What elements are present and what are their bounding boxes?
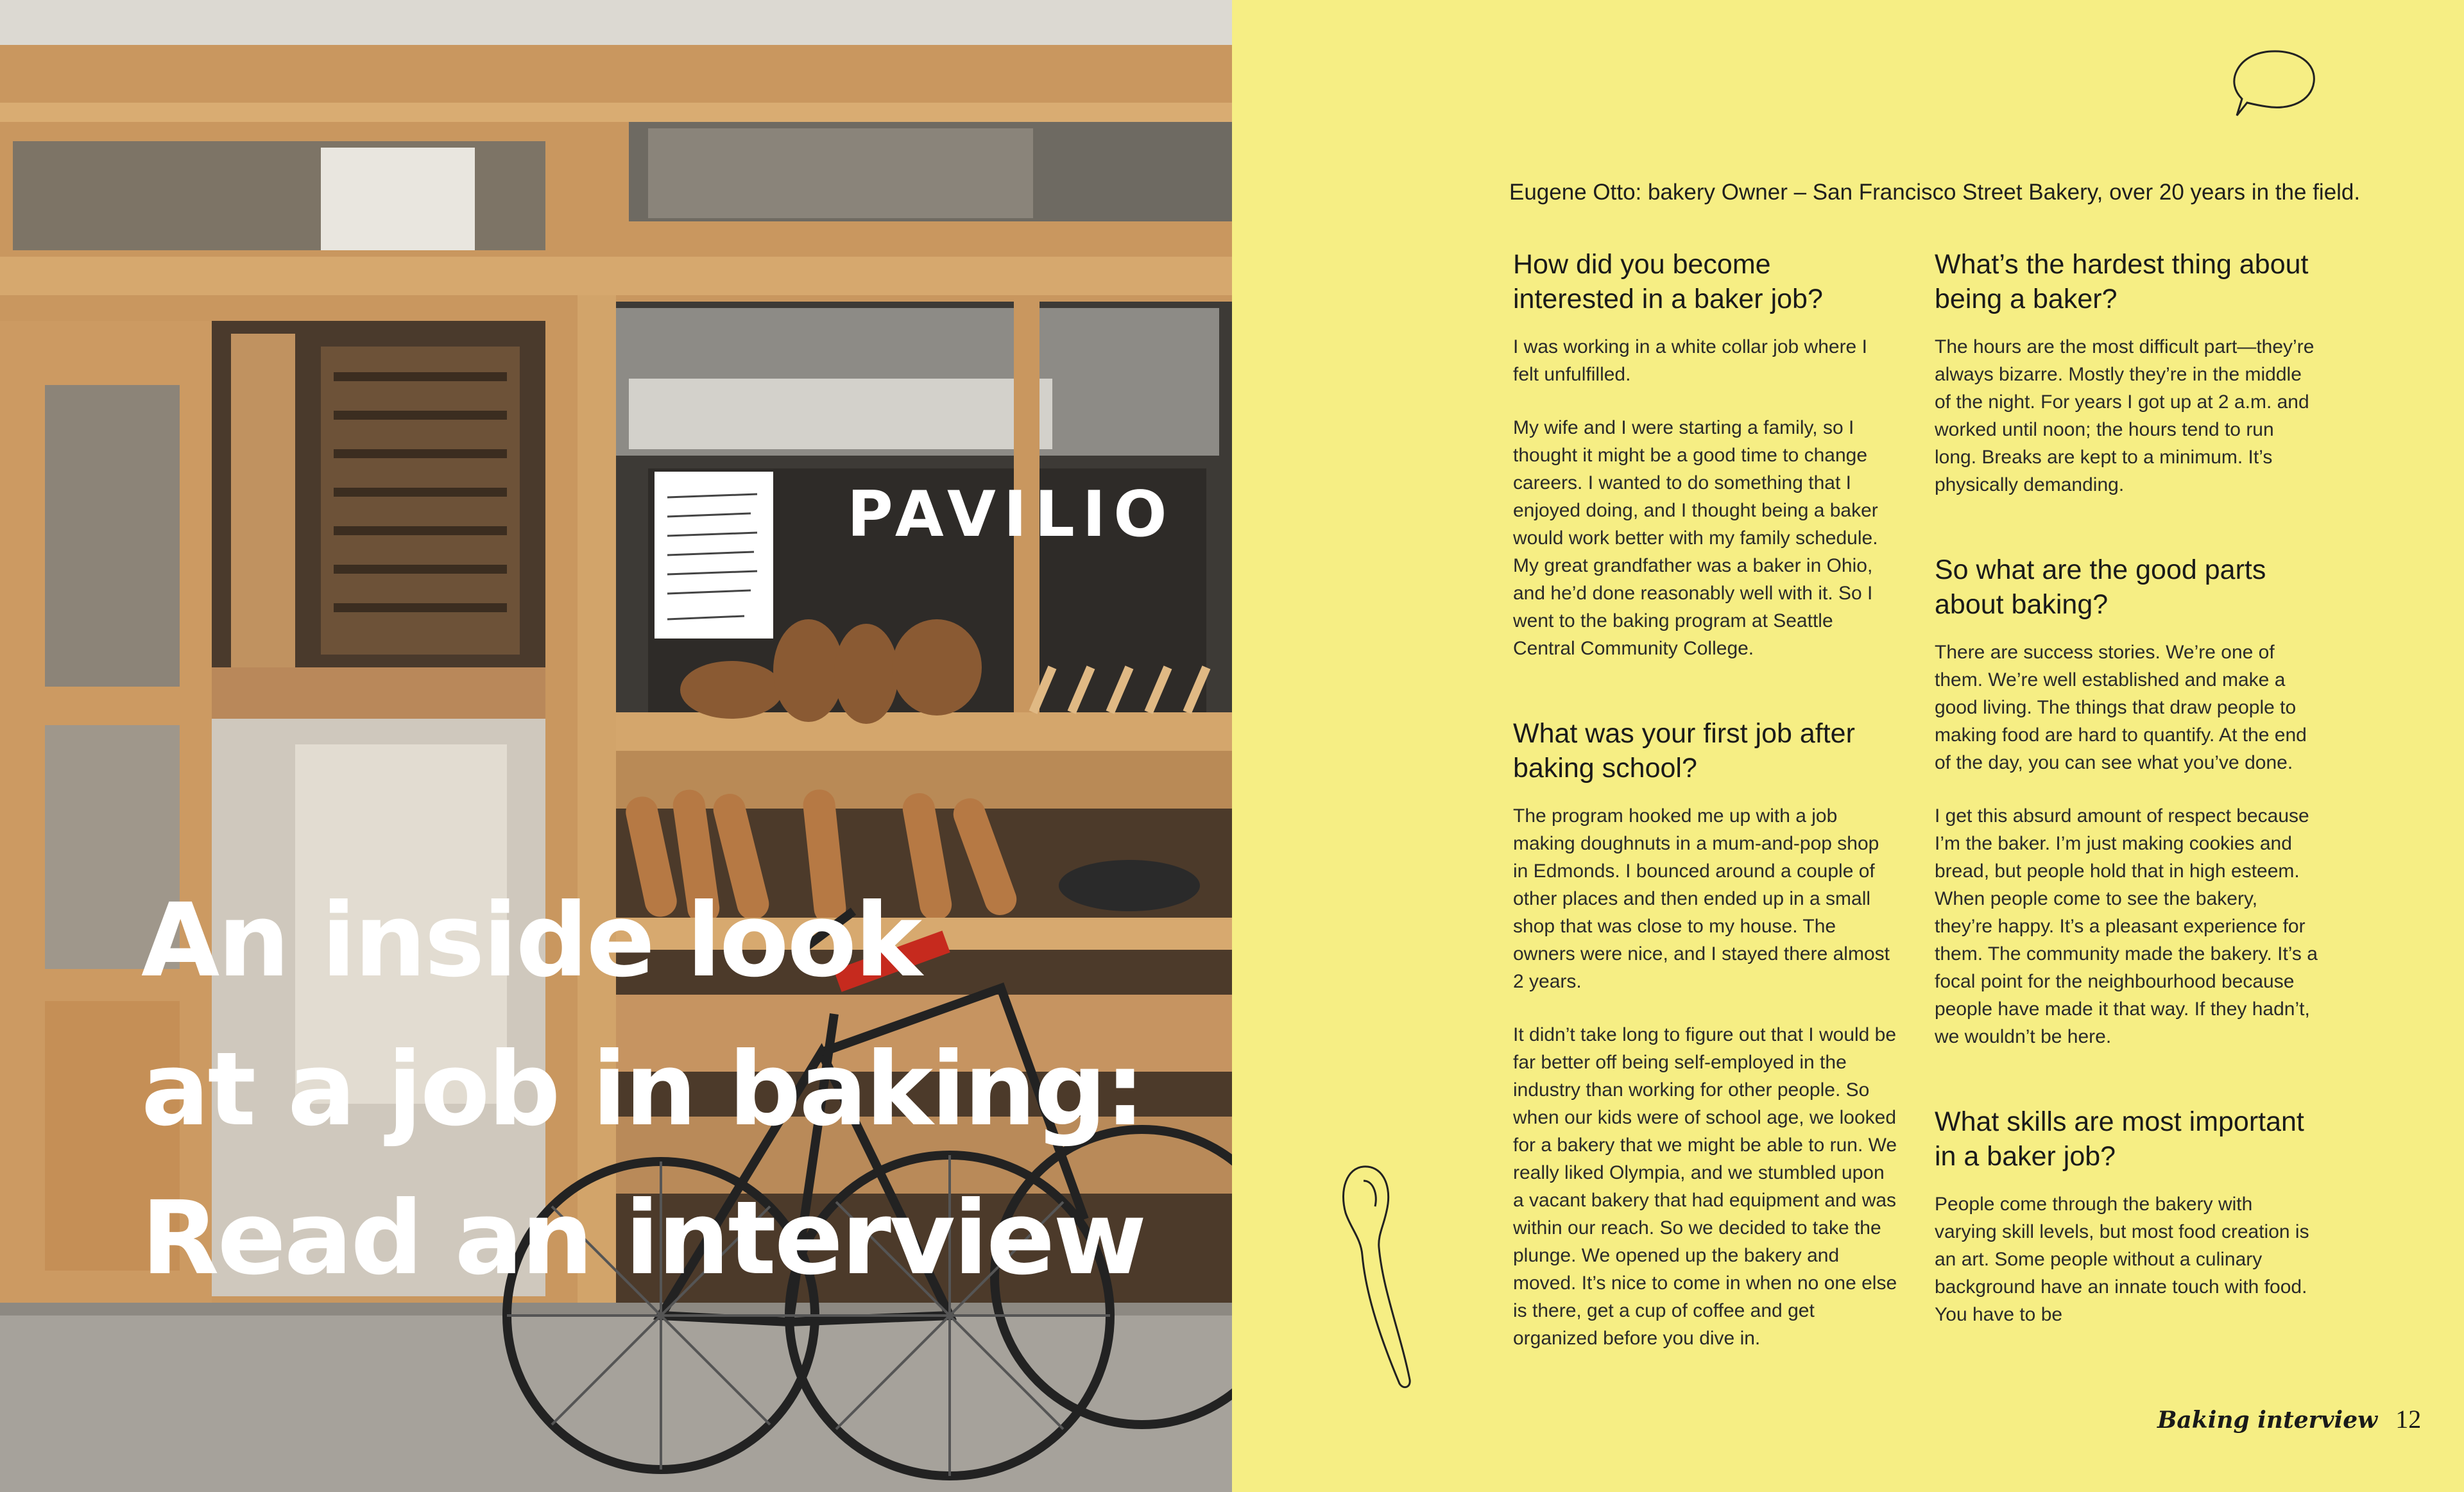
section-title: Baking interview bbox=[2157, 1407, 2378, 1434]
right-column bbox=[1935, 247, 2320, 1382]
answer-paragraph: I was working in a white collar job where I felt unfulfilled. bbox=[1513, 336, 1867, 385]
answer-paragraph: There are success stories. We’re one of them. We’re well established and make a good living. The things that draw people to making food are hard to quantify. At the end of the day, you can see what you’ve done. bbox=[1935, 642, 2307, 773]
headline-line-2: at a job in baking: bbox=[141, 1031, 1143, 1149]
qa-block bbox=[1513, 716, 1898, 1352]
page-number: 12 bbox=[2395, 1405, 2422, 1434]
qa-block bbox=[1935, 1104, 2320, 1328]
article-page bbox=[1232, 0, 2464, 1492]
interview-question: What’s the hardest thing about being a baker? bbox=[1935, 249, 2309, 314]
answer-paragraph: I get this absurd amount of respect because I’m the baker. I’m just making cookies and bread, but people hold that in high esteem. When people come to see the bakery, they’re happy. It’s a pleasant experience for them. The community made the bakery. It’s a focal point for the neighbourhood because people have made it that way. If they hadn’t, we wouldn’t be here. bbox=[1935, 805, 2318, 1047]
spoon-icon bbox=[1338, 1162, 1415, 1393]
interview-question: What skills are most important in a baker job? bbox=[1935, 1106, 2304, 1172]
headline bbox=[141, 866, 1200, 1313]
answer-paragraph: It didn’t take long to figure out that I would be far better off being self-employed in the industry than working for other people. So when our kids were of school age, we looked for a bakery that we might be able to run. We really liked Olympia, and we stumbled upon a vacant bakery that had equipment and was within our reach. So we decided to take the plunge. We opened up the bakery and moved. It’s nice to come in when no one else is there, get a cup of coffee and get organized before you dive in. bbox=[1513, 1024, 1897, 1349]
page-footer bbox=[2157, 1404, 2421, 1434]
left-column bbox=[1513, 247, 1898, 1406]
answer-paragraph: The hours are the most difficult part—they’re always bizarre. Mostly they’re in the middle of the night. For years I got up at 2 a.m. and worked until noon; the hours tend to run long. Breaks are kept to a minimum. It’s physically demanding. bbox=[1935, 336, 2314, 495]
qa-block bbox=[1935, 553, 2320, 1050]
answer-paragraph: My wife and I were starting a family, so I thought it might be a good time to change careers. I wanted to do something that I enjoyed doing, and I thought being a baker would work better with my family schedule. My great grandfather was a baker in Ohio, and he’d done reasonably well with it. So I went to the baking program at Seattle Central Community College. bbox=[1513, 417, 1878, 659]
interviewee-byline: Eugene Otto: bakery Owner – San Francisco Street Bakery, over 20 years in the field. bbox=[1509, 180, 2361, 205]
qa-block bbox=[1935, 247, 2320, 499]
answer-paragraph: People come through the bakery with varying skill levels, but most food creation is an art. Some people without a culinary background have an innate touch with food. You have to be bbox=[1935, 1194, 2309, 1325]
qa-block bbox=[1513, 247, 1898, 662]
answer-paragraph: The program hooked me up with a job making doughnuts in a mum-and-pop shop in Edmonds. I bounced around a couple of other places and then ended up in a small shop that was close to my house. The owners were nice, and I stayed there almost 2 years. bbox=[1513, 805, 1890, 992]
interview-question: How did you become interested in a baker job? bbox=[1513, 249, 1823, 314]
speech-bubble-icon bbox=[2233, 45, 2316, 135]
interview-question: So what are the good parts about baking? bbox=[1935, 554, 2266, 620]
store-sign: PAVILIO bbox=[847, 478, 1175, 551]
headline-line-3: Read an interview bbox=[141, 1179, 1145, 1298]
interview-question: What was your first job after baking school? bbox=[1513, 718, 1855, 784]
headline-line-1: An inside look bbox=[141, 882, 921, 1000]
